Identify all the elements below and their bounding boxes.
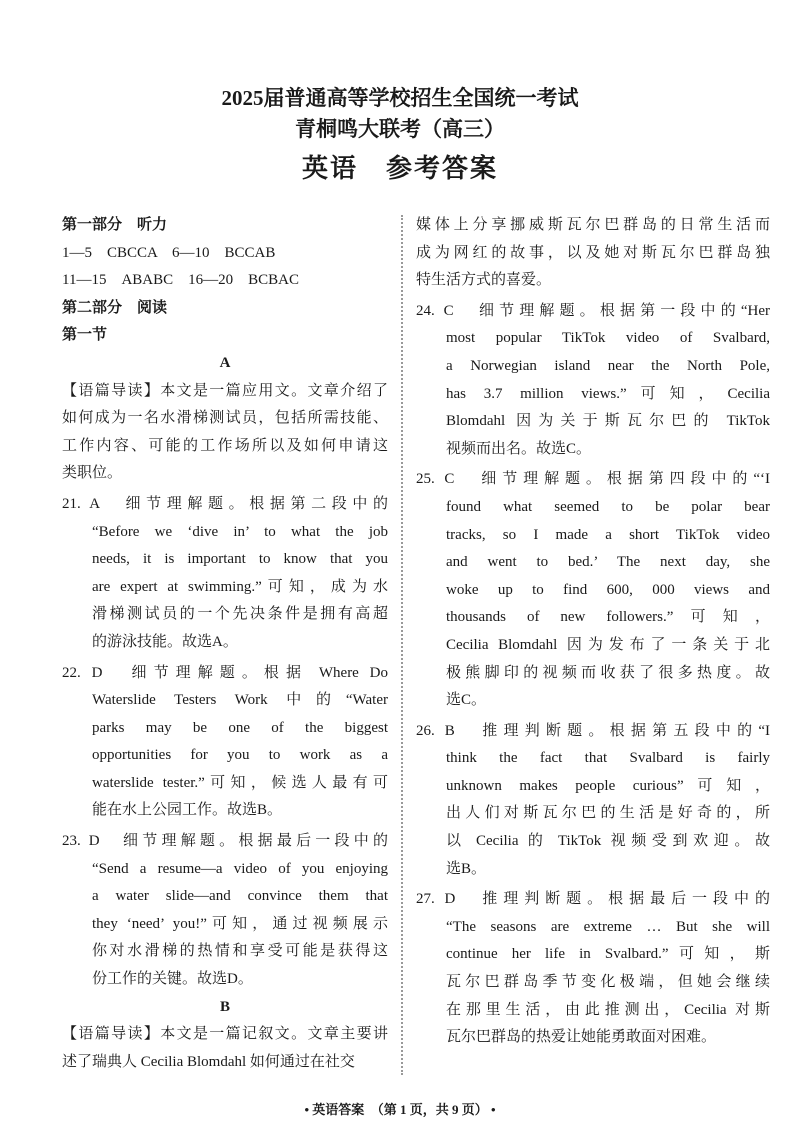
text-line: think the fact that Svalbard is fairly bbox=[446, 750, 770, 767]
page-title: 英语 参考答案 bbox=[301, 154, 498, 183]
text-line: opportunities for you to work as a bbox=[92, 747, 388, 764]
text-line: 特生活方式的喜爱。 bbox=[416, 272, 552, 289]
text-line: continue her life in Svalbard.”可知，斯 bbox=[446, 946, 770, 963]
text-line: 24. C 细节理解题。根据第一段中的“Her bbox=[416, 302, 770, 319]
text-line: most popular TikTok video of Svalbard, bbox=[446, 330, 770, 347]
text-line: 【语篇导读】本文是一篇记叙文。文章主要讲 bbox=[62, 1026, 388, 1043]
text-line: 媒体上分享挪威斯瓦尔巴群岛的日常生活而 bbox=[416, 217, 770, 233]
text-line: 如何成为一名水滑梯测试员，包括所需技能、 bbox=[62, 410, 388, 427]
text-line: unknown makes people curious”可知， bbox=[446, 777, 770, 794]
text-line: 27. D 推理判断题。根据最后一段中的 bbox=[416, 891, 770, 908]
text-line: thousands of new followers.”可知， bbox=[446, 609, 770, 626]
passage-label bbox=[62, 994, 388, 1022]
text-line: Cecilia Blomdahl 因为发布了一条关于北 bbox=[446, 636, 770, 653]
column-divider bbox=[401, 215, 403, 1075]
text-line: 11—15 ABABC 16—20 BCBAC bbox=[62, 272, 299, 289]
section-heading bbox=[62, 295, 388, 323]
text-line: 以 Cecilia 的 TikTok 视频受到欢迎。故 bbox=[446, 833, 770, 850]
answer-item bbox=[62, 828, 388, 994]
text-line: 工作内容、可能的工作场所以及如何申请这 bbox=[62, 437, 388, 454]
text-line: Waterslide Testers Work 中的“Water bbox=[92, 692, 388, 709]
text-line: 你对水滑梯的热情和享受可能是获得这 bbox=[92, 943, 388, 960]
text-line: waterslide tester.”可知，候选人最有可 bbox=[92, 774, 388, 791]
exam-title: 2025届普通高等学校招生全国统一考试 bbox=[221, 86, 579, 110]
text-line: they ‘need’ you!”可知，通过视频展示 bbox=[92, 915, 388, 932]
text-line: a water slide—and convince them that bbox=[92, 888, 388, 905]
right-column bbox=[416, 212, 770, 1052]
text-line: 第一部分 听力 bbox=[62, 217, 168, 233]
text-line: and went to bed.’ The next day, she bbox=[446, 554, 770, 571]
text-block bbox=[62, 1021, 388, 1076]
text-line: 选C。 bbox=[446, 692, 487, 709]
text-line: tracks, so I made a short TikTok video bbox=[446, 526, 770, 543]
text-line: 26. B 推理判断题。根据第五段中的“I bbox=[416, 722, 770, 739]
text-block bbox=[62, 378, 388, 488]
text-line: parks may be one of the biggest bbox=[92, 719, 388, 736]
text-line: “Send a resume—a video of you enjoying bbox=[92, 860, 388, 877]
passage-label bbox=[62, 350, 388, 378]
text-line: 23. D 细节理解题。根据最后一段中的 bbox=[62, 833, 388, 850]
text-line: 的游泳技能。故选A。 bbox=[92, 633, 238, 650]
answer-item bbox=[416, 466, 770, 714]
text-line: needs, it is important to know that you bbox=[92, 551, 388, 568]
text-line: 类职位。 bbox=[62, 465, 123, 482]
text-line: 份工作的关键。故选D。 bbox=[92, 971, 253, 988]
text-line: 瓦尔巴群岛季节变化极端，但她会继续 bbox=[446, 974, 770, 991]
text-line: A bbox=[219, 354, 231, 371]
text-block bbox=[62, 240, 388, 268]
text-line: has 3.7 million views.”可知，Cecilia bbox=[446, 385, 770, 402]
section-heading bbox=[62, 212, 388, 240]
text-line: 第一节 bbox=[62, 327, 108, 344]
text-line: 述了瑞典人 Cecilia Blomdahl 如何通过在社交 bbox=[62, 1053, 355, 1070]
text-line: 25. C 细节理解题。根据第四段中的“‘I bbox=[416, 471, 770, 488]
text-line: 选B。 bbox=[446, 860, 487, 877]
text-line: 瓦尔巴群岛的热爱让她能勇敢面对困难。 bbox=[446, 1029, 717, 1046]
text-line: 21. A 细节理解题。根据第二段中的 bbox=[62, 495, 388, 512]
text-line: are expert at swimming.”可知，成为水 bbox=[92, 578, 388, 595]
text-line: 在那里生活，由此推测出，Cecilia 对斯 bbox=[446, 1001, 770, 1018]
page-footer: • 英语答案 （第 1 页，共 9 页） • bbox=[304, 1102, 496, 1117]
answer-item bbox=[416, 298, 770, 464]
text-line: B bbox=[219, 998, 230, 1015]
text-block bbox=[416, 212, 770, 295]
text-line: woke up to find 600, 000 views and bbox=[446, 581, 770, 598]
answer-item bbox=[416, 718, 770, 884]
text-line: 极熊脚印的视频而收获了很多热度。故 bbox=[446, 664, 770, 681]
text-line: 出人们对斯瓦尔巴的生活是好奇的，所 bbox=[446, 805, 770, 822]
text-line: a Norwegian island near the North Pole, bbox=[446, 357, 770, 374]
text-line: “Before we ‘dive in’ to what the job bbox=[92, 523, 388, 540]
text-line: 1—5 CBCCA 6—10 BCCAB bbox=[62, 244, 276, 261]
text-line: 成为网红的故事，以及她对斯瓦尔巴群岛独 bbox=[416, 244, 770, 261]
exam-subtitle: 青桐鸣大联考（高三） bbox=[295, 117, 505, 141]
text-line: 滑梯测试员的一个先决条件是拥有高超 bbox=[92, 606, 388, 623]
text-line: “The seasons are extreme … But she will bbox=[446, 918, 770, 935]
text-line: 第二部分 阅读 bbox=[62, 299, 168, 316]
answer-item bbox=[416, 886, 770, 1052]
text-line: 视频而出名。故选C。 bbox=[446, 440, 592, 457]
text-line: Blomdahl 因为关于斯瓦尔巴的 TikTok bbox=[446, 413, 770, 430]
text-line: 22. D 细节理解题。根据 Where Do bbox=[62, 664, 388, 681]
answer-item bbox=[62, 660, 388, 826]
text-line: 能在水上公园工作。故选B。 bbox=[92, 802, 283, 819]
left-column bbox=[62, 212, 388, 1076]
text-line: 【语篇导读】本文是一篇应用文。文章介绍了 bbox=[62, 382, 388, 399]
section-heading bbox=[62, 322, 388, 350]
answer-item bbox=[62, 491, 388, 657]
text-block bbox=[62, 267, 388, 295]
text-line: found what seemed to be polar bear bbox=[446, 498, 770, 515]
